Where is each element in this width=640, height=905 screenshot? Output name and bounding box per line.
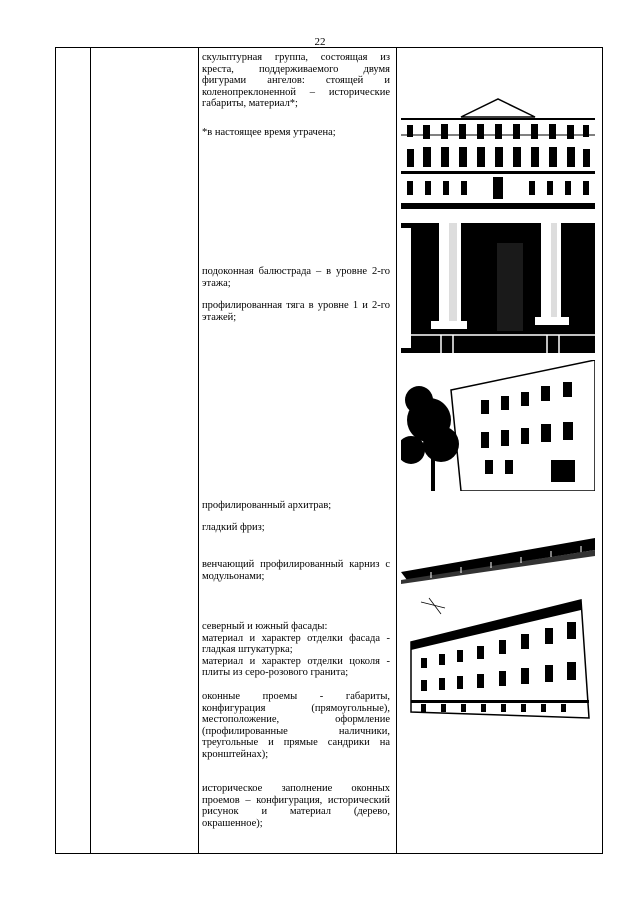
text-facades: [202, 621, 390, 679]
text-lost-note: *в настоящее время утрачена;: [202, 127, 336, 138]
text-balustrade: подоконная балюстрада – в уровне 2-го этажа;: [202, 266, 390, 289]
photo-columns-balustrade: [401, 223, 595, 353]
text-frieze: гладкий фриз;: [202, 522, 265, 533]
photo-columns-balustrade-image: [401, 223, 595, 353]
photo-pediment-facade-image: [401, 95, 595, 209]
photo-building-with-trees-image: [401, 360, 595, 491]
photo-building-with-trees: [401, 360, 595, 491]
text-window-fillings: историческое заполнение оконных проемов – конфигурация, исторический рисунок и материал (дерево, окрашенное);: [202, 783, 390, 829]
photo-cornice-modillions: [401, 536, 595, 584]
column-divider-1: [90, 48, 91, 853]
column-divider-3: [396, 48, 397, 853]
photo-cornice-modillions-image: [401, 536, 595, 584]
text-sculpture-group: скульптурная группа, состоящая из креста, поддерживаемого двумя фигурами ангелов: стоящей и коленопреклоненной – исторические габариты, материал*;: [202, 52, 390, 110]
photo-north-south-facades: [401, 596, 595, 724]
photo-pediment-facade: [401, 95, 595, 209]
text-profiled-string-course: профилированная тяга в уровне 1 и 2-го этажей;: [202, 300, 390, 323]
text-cornice: венчающий профилированный карниз с модульонами;: [202, 559, 390, 582]
text-plinth-finish: материал и характер отделки цоколя - плиты из серо-розового гранита;: [202, 655, 390, 679]
text-facade-finish: материал и характер отделки фасада - гладкая штукатурка;: [202, 632, 390, 656]
text-window-openings: оконные проемы - габариты, конфигурация (прямоугольные), местоположение, оформление (профилированные наличники, треугольные и прямые сандрики на кронштейнах);: [202, 691, 390, 760]
text-architrave: профилированный архитрав;: [202, 500, 332, 511]
photo-north-south-facades-image: [401, 596, 595, 724]
page-number: 22: [314, 36, 326, 48]
column-divider-2: [198, 48, 199, 853]
text-facades-heading: северный и южный фасады:: [202, 621, 328, 632]
